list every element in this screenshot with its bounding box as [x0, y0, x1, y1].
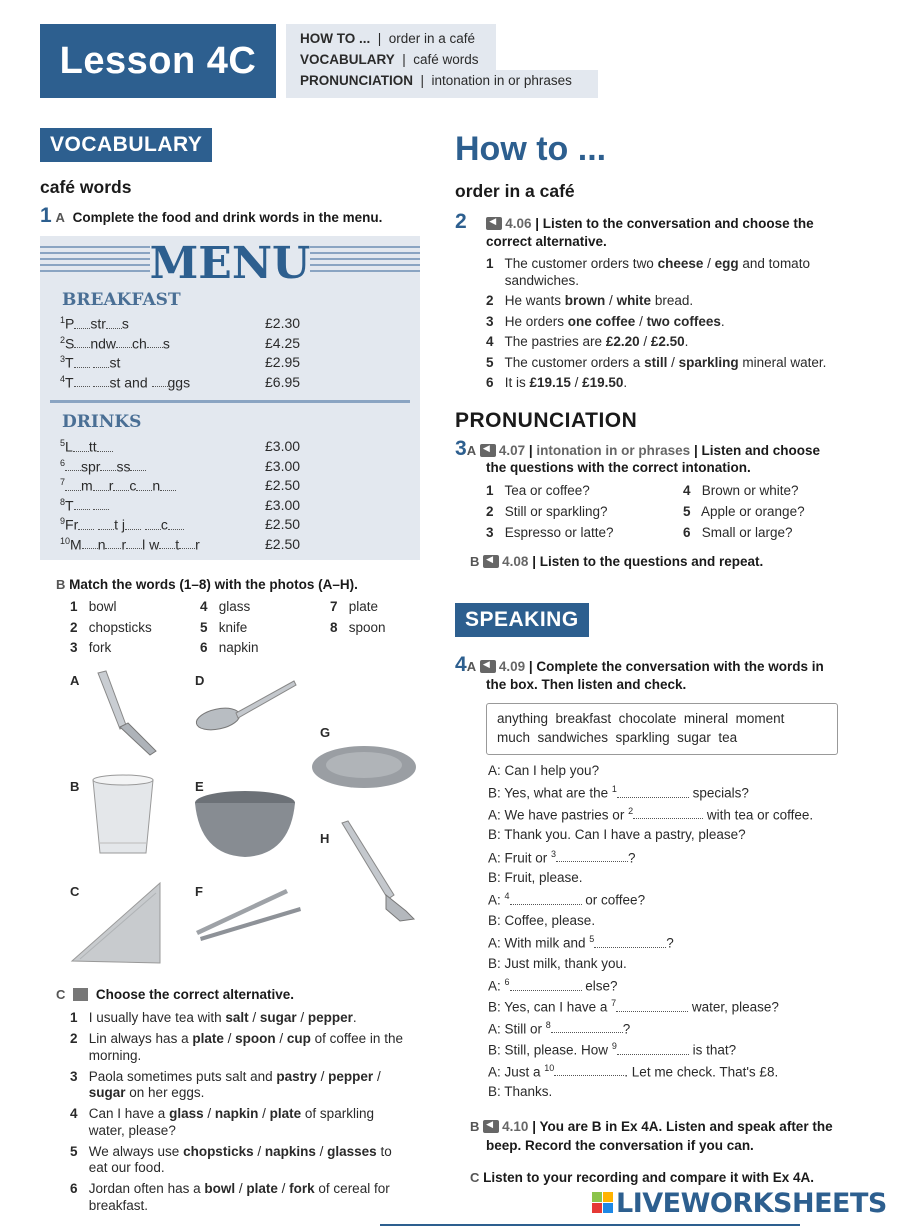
photo-label: A [70, 673, 80, 688]
audio-icon[interactable] [486, 217, 502, 230]
ex4a-header: 4A ◀ 4.09 | Complete the conversation with the words in [455, 653, 824, 677]
ex1c-item-line: 4 Can I have a glass / napkin / plate of sparkling [70, 1106, 374, 1121]
breakfast-price: £6.95 [265, 373, 301, 390]
photo-label: F [195, 884, 203, 899]
worksheet-icon [73, 988, 88, 1001]
drinks-item: $^8$T [60, 497, 109, 514]
ex3a-item: 1 Tea or coffee? [486, 483, 590, 498]
ex1c-item-line: water, please? [88, 1122, 176, 1138]
drinks-price: £2.50 [265, 477, 301, 493]
vocabulary-subheading: café words [40, 177, 132, 197]
dialogue-line: A: $^4$ or coffee? [488, 891, 646, 908]
dialogue-line: B: Fruit, please. [488, 870, 583, 885]
dialogue-line: A: $^6$ else? [488, 977, 618, 994]
pronunciation-heading: PRONUNCIATION [455, 409, 638, 432]
lesson-info [286, 24, 598, 98]
photo-label: B [70, 779, 80, 794]
drinks-price: £2.50 [265, 535, 301, 552]
photo-label: G [320, 725, 331, 740]
info-howto: HOW TO ... | order in a café [300, 31, 476, 46]
word-box-line-1: anything breakfast chocolate mineral moment [497, 711, 785, 726]
drinks-price: £3.00 [265, 438, 301, 454]
ex1b-word: 5 knife [200, 619, 248, 635]
ex1c-header: C Choose the correct alternative. [56, 987, 294, 1002]
drinks-item: $^6$ spr ss [60, 458, 146, 475]
ex1b-word: 7 plate [330, 599, 379, 614]
ex3a-header: 3A ◀ 4.07 | intonation in or phrases | Listen and choose [455, 437, 820, 461]
drinks-price: £2.50 [265, 516, 301, 532]
ex2-item-line: 4 The pastries are £2.20 / £2.50. [486, 334, 689, 349]
drinks-price: £3.00 [265, 496, 301, 513]
ex2-header: 2 ◀ 4.06 | Listen to the conversation and choose the [455, 210, 814, 234]
photo-label: D [195, 673, 205, 688]
ex1c-item-line: sugar on her eggs. [88, 1085, 205, 1100]
dialogue-line: B: Thank you. Can I have a pastry, please? [488, 827, 746, 843]
word-box [486, 703, 838, 755]
ex1b-word: 3 fork [70, 640, 112, 655]
drinks-price: £3.00 [265, 457, 301, 474]
photo-label: C [70, 884, 80, 899]
dialogue-line: B: Still, please. How $^9$ is that? [488, 1041, 737, 1058]
photo-label: H [320, 831, 330, 846]
ex4a-instruction-2: the box. Then listen and check. [486, 677, 687, 692]
dialogue-line: B: Just milk, thank you. [488, 955, 627, 971]
ex2-item-line: 6 It is £19.15 / £19.50. [486, 375, 628, 390]
word-box-line-2: much sandwiches sparkling sugar tea [497, 730, 738, 745]
cutlery-photos [60, 665, 440, 975]
knife-photo [98, 671, 156, 755]
dialogue-line: B: Yes, what are the $^1$ specials? [488, 784, 749, 801]
breakfast-price: £2.30 [265, 315, 301, 331]
drinks-item: $^5$L tt [60, 438, 113, 455]
breakfast-title: BREAKFAST [62, 290, 181, 310]
breakfast-price: £2.95 [265, 354, 301, 370]
drinks-item: $^{10}$M n r l w t r [60, 535, 200, 553]
ex1c-item-line: eat our food. [88, 1160, 165, 1175]
lesson-title: Lesson 4C [40, 24, 276, 98]
speaking-heading: SPEAKING [455, 603, 589, 637]
drinks-title: DRINKS [62, 412, 142, 432]
ex2-item-line: 2 He wants brown / white bread. [486, 293, 694, 308]
liveworksheets-logo[interactable]: LIVEWORKSHEETS [592, 1188, 887, 1219]
howto-heading: How to ... [455, 130, 607, 168]
ex4b-header: B ◀ 4.10 | You are B in Ex 4A. Listen and speak after the [470, 1119, 833, 1134]
breakfast-item: $^1$P str s [60, 315, 129, 332]
ex1c-item-line: 2 Lin always has a plate / spoon / cup of coffee in the [70, 1031, 403, 1046]
liveworksheets-icon [592, 1192, 614, 1214]
ex1b-word: 1 bowl [70, 599, 117, 614]
audio-icon[interactable] [483, 555, 499, 568]
ex4b-instruction-2: beep. Record the conversation if you can. [486, 1138, 754, 1153]
ex2-instruction-2: correct alternative. [486, 234, 607, 249]
chopsticks-photo [196, 889, 301, 941]
ex1b-header: B Match the words (1–8) with the photos (A–H). [56, 577, 358, 592]
ex1c-item-line: breakfast. [88, 1197, 149, 1213]
audio-icon[interactable] [483, 1120, 499, 1133]
drinks-item: $^9$Fr t j c [60, 516, 184, 533]
ex1c-item-line: 6 Jordan often has a bowl / plate / fork of cereal for [70, 1181, 390, 1196]
breakfast-price: £4.25 [265, 334, 301, 351]
ex3a-item: 5 Apple or orange? [683, 504, 805, 519]
plate-photo [312, 746, 416, 788]
ex2-item-line: 5 The customer orders a still / sparkling mineral water. [486, 354, 827, 370]
howto-subheading: order in a café [455, 181, 575, 201]
ex1b-word: 6 napkin [200, 640, 259, 655]
dialogue-line: A: Fruit or $^3$ ? [488, 848, 636, 866]
ex1c-item-line: morning. [88, 1047, 142, 1063]
ex1b-word: 2 chopsticks [70, 619, 152, 635]
menu-title: MENU [149, 238, 311, 289]
dialogue-line: A: We have pastries or $^2$ with tea or coffee. [488, 805, 814, 823]
breakfast-item: $^4$T st and ggs [60, 373, 191, 391]
ex3a-item: 2 Still or sparkling? [486, 504, 608, 519]
dialogue-line: A: Can I help you? [488, 763, 600, 778]
info-vocabulary: VOCABULARY | café words [300, 52, 479, 67]
ex4c-header: C Listen to your recording and compare it with Ex 4A. [470, 1170, 814, 1185]
ex1a-header: 1 A Complete the food and drink words in the menu. [40, 204, 383, 227]
napkin-photo [72, 883, 160, 963]
ex3a-item: 4 Brown or white? [683, 483, 799, 498]
dialogue-line: B: Thanks. [488, 1084, 553, 1099]
bowl-photo [195, 791, 295, 857]
ex3b-header: B ◀ 4.08 | Listen to the questions and repeat. [470, 554, 763, 569]
info-pronunciation: PRONUNCIATION | intonation in or phrases [300, 73, 572, 88]
ex1c-item-line: 1 I usually have tea with salt / sugar / pepper. [70, 1010, 357, 1025]
audio-icon[interactable] [480, 444, 496, 457]
ex3a-item: 6 Small or large? [683, 525, 793, 540]
dialogue-line: B: Yes, can I have a $^7$ water, please? [488, 998, 779, 1015]
vocabulary-heading: VOCABULARY [40, 128, 212, 162]
dialogue-line: A: Just a $^{10}$ . Let me check. That's £8. [488, 1062, 779, 1080]
breakfast-item: $^3$T st [60, 354, 121, 371]
dialogue-line: A: Still or $^8$ ? [488, 1019, 631, 1037]
ex1b-word: 4 glass [200, 599, 251, 614]
ex2-item-line: sandwiches. [504, 272, 580, 288]
menu-panel [40, 236, 420, 560]
spoon-photo [194, 681, 296, 733]
ex2-item-line: 1 The customer orders two cheese / egg and tomato [486, 256, 810, 271]
audio-icon[interactable] [480, 660, 496, 673]
dialogue-line: B: Coffee, please. [488, 912, 596, 928]
ex3a-item: 3 Espresso or latte? [486, 525, 614, 540]
ex1c-item-line: 3 Paola sometimes puts salt and pastry / pepper / [70, 1068, 381, 1084]
bottom-rule [380, 1224, 800, 1226]
breakfast-item: $^2$S ndw ch s [60, 334, 170, 352]
ex3a-instruction-2: the questions with the correct intonation. [486, 460, 751, 475]
ex1c-item-line: 5 We always use chopsticks / napkins / glasses to [70, 1143, 392, 1159]
drinks-item: $^7$ m r c n [60, 477, 176, 494]
fork-photo [342, 821, 414, 921]
photo-label: E [195, 779, 204, 794]
ex1b-word: 8 spoon [330, 619, 386, 635]
dialogue-line: A: With milk and $^5$ ? [488, 934, 674, 951]
ex2-item-line: 3 He orders one coffee / two coffees. [486, 313, 725, 329]
glass-photo [93, 775, 153, 853]
